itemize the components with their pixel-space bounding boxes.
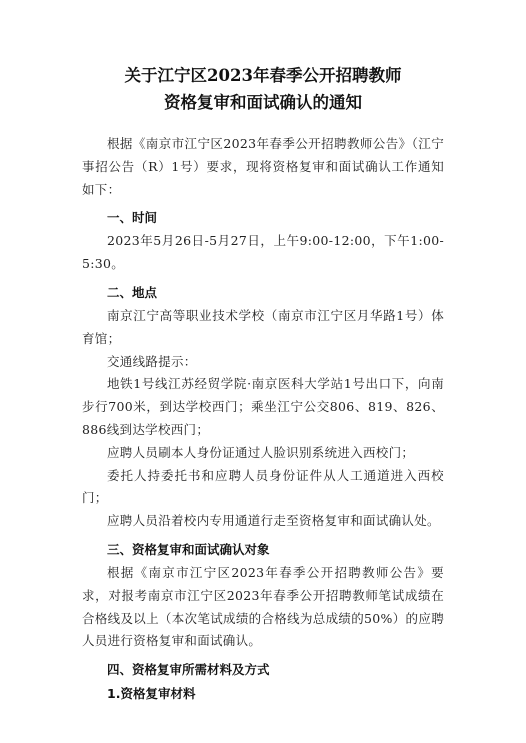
section-time-text: 2023年5月26日-5月27日，上午9:00-12:00，下午1:00-5:30。 <box>82 233 444 272</box>
section-place-walk: 应聘人员沿着校内专用通道行走至资格复审和面试确认处。 <box>107 513 440 529</box>
section-materials-heading: 四、资格复审所需材料及方式 <box>107 662 270 678</box>
title-line-1: 关于江宁区2023年春季公开招聘教师 <box>124 66 402 85</box>
section-targets-heading: 三、资格复审和面试确认对象 <box>107 541 270 557</box>
title-line-2: 资格复审和面试确认的通知 <box>164 93 362 112</box>
notice-title <box>82 62 444 116</box>
section-targets-text: 根据《南京市江宁区2023年春季公开招聘教师公告》要求，对报考南京市江宁区2023年春季公开招聘教师笔试成绩在合格线及以上（本次笔试成绩的合格线为总成绩的50%）的应聘人员进行资格复审和面试确认。 <box>82 564 444 649</box>
section-place-route-label: 交通线路提示： <box>107 353 197 369</box>
section-place-heading: 二、地点 <box>107 284 158 300</box>
section-place-entry-applicant: 应聘人员刷本人身份证通过人脸识别系统进入西校门； <box>107 444 415 460</box>
section-place-entry-proxy: 委托人持委托书和应聘人员身份证件从人工通道进入西校门； <box>82 467 444 506</box>
section-materials-subheading: 1.资格复审材料 <box>107 686 196 702</box>
intro-paragraph: 根据《南京市江宁区2023年春季公开招聘教师公告》（江宁事招公告（R）1号）要求，现将资格复审和面试确认工作通知如下： <box>82 136 444 197</box>
section-place-route: 地铁1号线江苏经贸学院·南京医科大学站1号出口下，向南步行700米，到达学校西门；乘坐江宁公交806、819、826、886线到达学校西门； <box>82 376 444 437</box>
section-place-venue: 南京江宁高等职业技术学校（南京市江宁区月华路1号）体育馆； <box>82 307 444 346</box>
section-time-heading: 一、时间 <box>107 210 158 226</box>
